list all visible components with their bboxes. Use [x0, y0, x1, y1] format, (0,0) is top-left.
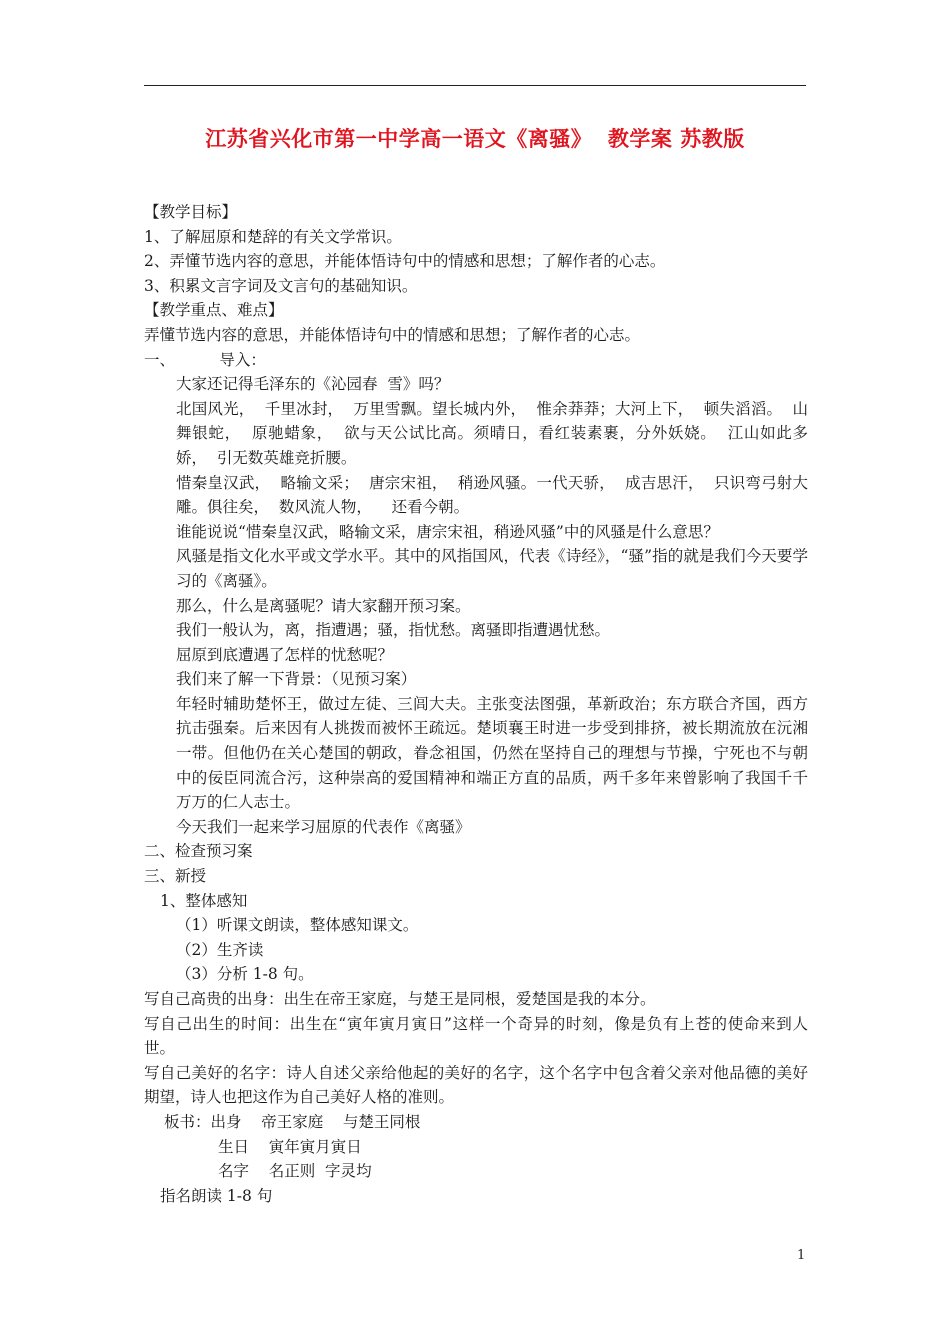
body-paragraph: 指名朗读 1-8 句 [160, 1186, 273, 1205]
body-paragraph: 1、整体感知 [160, 891, 248, 910]
body-paragraph: 【教学目标】 [144, 203, 238, 221]
body-paragraph: 写自己高贵的出身：出生在帝王家庭，与楚王是同根，爱楚国是我的本分。 [144, 990, 656, 1008]
body-paragraph: （3）分析 1-8 句。 [176, 965, 314, 984]
body-paragraph: 写自己出生的时间：出生在“寅年寅月寅日”这样一个奇异的时刻，像是负有上苍的使命来到人世。 [144, 1014, 808, 1058]
body-paragraph: 我们来了解一下背景：（见预习案） [176, 670, 417, 689]
body-paragraph: 惜秦皇汉武， 略输文采； 唐宗宋祖， 稍逊风骚。一代天骄， 成吉思汗， 只识弯弓射大雕。俱往矣， 数风流人物， 还看今朝。 [176, 473, 808, 517]
body-paragraph: 三、新授 [144, 867, 207, 886]
body-paragraph: 3、积累文言字词及文言句的基础知识。 [144, 276, 418, 295]
body-paragraph: 2、弄懂节选内容的意思，并能体悟诗句中的情感和思想；了解作者的心志。 [144, 252, 666, 271]
page-number: 1 [797, 1248, 806, 1263]
body-paragraph: 【教学重点、难点】 [144, 301, 284, 320]
body-paragraph: 那么，什么是离骚呢？请大家翻开预习案。 [176, 596, 471, 615]
body-paragraph: 今天我们一起来学习屈原的代表作《离骚》 [176, 817, 471, 836]
body-paragraph: （2）生齐读 [176, 940, 264, 959]
body-paragraph: 板书：出身 帝王家庭 与楚王同根 [164, 1112, 421, 1131]
body-paragraph: 一、 导入： [144, 350, 266, 369]
body-paragraph: 二、检查预习案 [144, 842, 253, 861]
body-paragraph: 年轻时辅助楚怀王，做过左徒、三闾大夫。主张变法图强，革新政治；东方联合齐国，西方抗击强秦。后来因有人挑拨而被怀王疏远。楚顷襄王时进一步受到排挤，被长期流放在沅湘一带。但他仍在关心楚国的朝政，眷念祖国，仍然在坚持自己的理想与节操，宁死也不与朝中的佞臣同流合污，这种崇高的爱国精神和端正方直的品质，两千多年来曾影响了我国千千万万的仁人志士。 [176, 694, 808, 812]
body-paragraph: 写自己美好的名字：诗人自述父亲给他起的美好的名字，这个名字中包含着父亲对他品德的美好期望，诗人也把这作为自己美好人格的准则。 [144, 1063, 808, 1107]
body-paragraph: 生日 寅年寅月寅日 [218, 1137, 362, 1156]
body-paragraph: 名字 名正则 字灵均 [218, 1162, 372, 1181]
body-paragraph: （1）听课文朗读，整体感知课文。 [176, 916, 419, 935]
body-paragraph: 北国风光， 千里冰封， 万里雪飘。望长城内外， 惟余莽莽；大河上下， 顿失滔滔。 山舞银蛇， 原驰蜡象， 欲与天公试比高。须晴日，看红装素裹，分外妖娆。 江山如此多娇， 引无数英雄竞折腰。 [176, 399, 808, 467]
body-paragraph: 大家还记得毛泽东的《沁园春 雪》吗？ [176, 375, 450, 394]
body-paragraph: 屈原到底遭遇了怎样的忧愁呢？ [176, 645, 394, 664]
body-paragraph: 1、了解屈原和楚辞的有关文学常识。 [144, 227, 402, 246]
body-paragraph: 我们一般认为，离，指遭遇；骚，指忧愁。离骚即指遭遇忧愁。 [176, 621, 611, 640]
body-paragraph: 谁能说说“惜秦皇汉武，略输文采，唐宗宋祖，稍逊风骚”中的风骚是什么意思？ [176, 522, 719, 541]
body-paragraph: 弄懂节选内容的意思，并能体悟诗句中的情感和思想；了解作者的心志。 [144, 325, 641, 344]
header-rule [144, 85, 806, 86]
body-paragraph: 风骚是指文化水平或文学水平。其中的风指国风，代表《诗经》，“骚”指的就是我们今天要学习的《离骚》。 [176, 547, 808, 590]
document-body [144, 200, 808, 1208]
document-title: 江苏省兴化市第一中学高一语文《离骚》 教学案 苏教版 [205, 126, 745, 151]
